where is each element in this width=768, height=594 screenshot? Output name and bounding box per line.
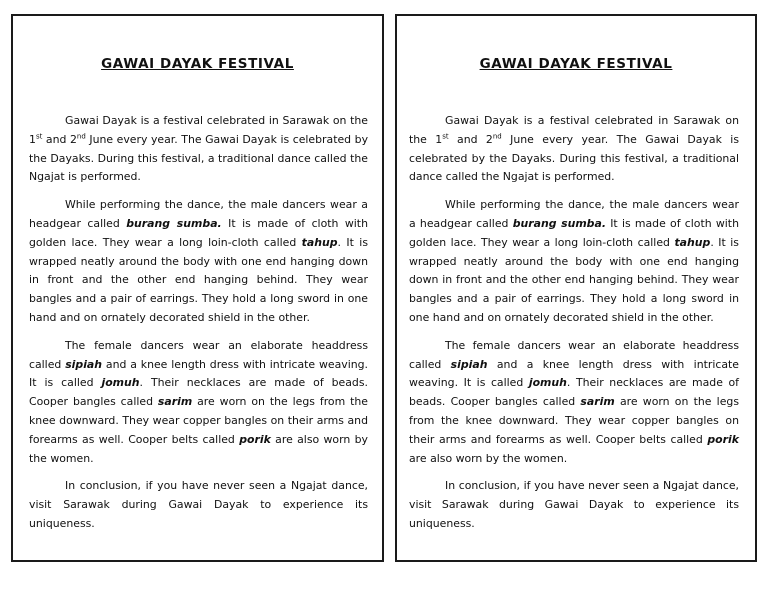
text-run: and a knee length dress with intricate weaving. It is called [409,357,739,390]
text-run: . It is wrapped neatly around the body with one end hanging down in front and the other end hanging behind. They wear bangles and a pair of earrings. They hold a long sword in one hand and on ornately decorated shield in the other. [29,235,368,324]
text-run: are also worn by the women. [29,432,368,465]
text-run: and a knee length dress with intricate weaving. It is called [29,357,368,390]
ordinal-suffix: nd [492,132,502,141]
text-run: are worn on the legs from the knee downward. They wear copper bangles on their arms and forearms as well. Cooper belts called [29,395,368,446]
ordinal-suffix: nd [76,132,86,141]
text-run: June every year. The Gawai Dayak is celebrated by the Dayaks. During this festival, a traditional dance called the Ngajat is performed. [409,132,740,184]
text-run: The female dancers wear an elaborate headdress called [29,338,368,371]
text-run: Gawai Dayak is a festival celebrated in Sarawak on the 1 [29,114,368,146]
text-run: Gawai Dayak is a festival celebrated in Sarawak on the 1 [409,114,739,146]
term-porik: porik [707,432,739,446]
ordinal-suffix: st [442,132,449,141]
paragraph-female-dancers [409,337,739,469]
document-body [409,112,739,543]
text-run: are also worn by the women. [409,451,568,465]
text-run: June every year. The Gawai Dayak is celebrated by the Dayaks. During this festival, a traditional dance called the Ngajat is performed. [29,132,369,184]
text-run: are worn on the legs from the knee downward. They wear copper bangles on their arms and forearms as well. Cooper belts called [409,395,739,446]
text-run: While performing the dance, the male dancers wear a headgear called [29,198,368,230]
text-run: While performing the dance, the male dancers wear a headgear called [409,198,739,230]
text-run: and 2 [42,132,77,146]
term-burang-sumba: burang sumba. [512,216,606,230]
text-run: In conclusion, if you have never seen a Ngajat dance, visit Sarawak during Gawai Dayak to experience its uniqueness. [29,479,368,530]
term-sarim: sarim [157,395,193,409]
paragraph-conclusion [409,477,739,533]
document-title: GAWAI DAYAK FESTIVAL [101,56,294,72]
term-tahup: tahup [674,235,711,249]
paragraph-intro [29,112,368,187]
term-tahup: tahup [301,235,338,249]
paragraph-male-dancers [29,196,368,328]
term-jomuh: jomuh [528,376,567,390]
text-run: In conclusion, if you have never seen a Ngajat dance, visit Sarawak during Gawai Dayak to experience its uniqueness. [409,479,739,530]
term-sipiah: sipiah [450,357,488,371]
text-run: It is made of cloth with golden lace. They wear a long loin-cloth called [29,216,368,249]
paragraph-male-dancers [409,196,739,328]
text-run: and 2 [448,132,493,146]
document-card-right [395,14,757,562]
text-run: The female dancers wear an elaborate headdress called [409,338,739,371]
document-body [29,112,368,543]
text-run: . Their necklaces are made of beads. Cooper bangles called [29,376,368,409]
text-run: . It is wrapped neatly around the body with one end hanging down in front and the other end hanging behind. They wear bangles and a pair of earrings. They hold a long sword in one hand and on ornately decorated shield in the other. [409,235,739,324]
text-run: . Their necklaces are made of beads. Cooper bangles called [409,376,739,409]
term-burang-sumba: burang sumba. [126,216,222,230]
ordinal-suffix: st [35,132,43,141]
term-sarim: sarim [580,395,615,409]
paragraph-female-dancers [29,337,368,469]
term-porik: porik [239,432,271,446]
document-title: GAWAI DAYAK FESTIVAL [479,56,673,72]
term-jomuh: jomuh [101,376,140,390]
paragraph-conclusion [29,477,368,533]
text-run: It is made of cloth with golden lace. They wear a long loin-cloth called [409,216,739,249]
document-card-left [11,14,384,562]
paragraph-intro [409,112,739,187]
term-sipiah: sipiah [65,357,103,371]
